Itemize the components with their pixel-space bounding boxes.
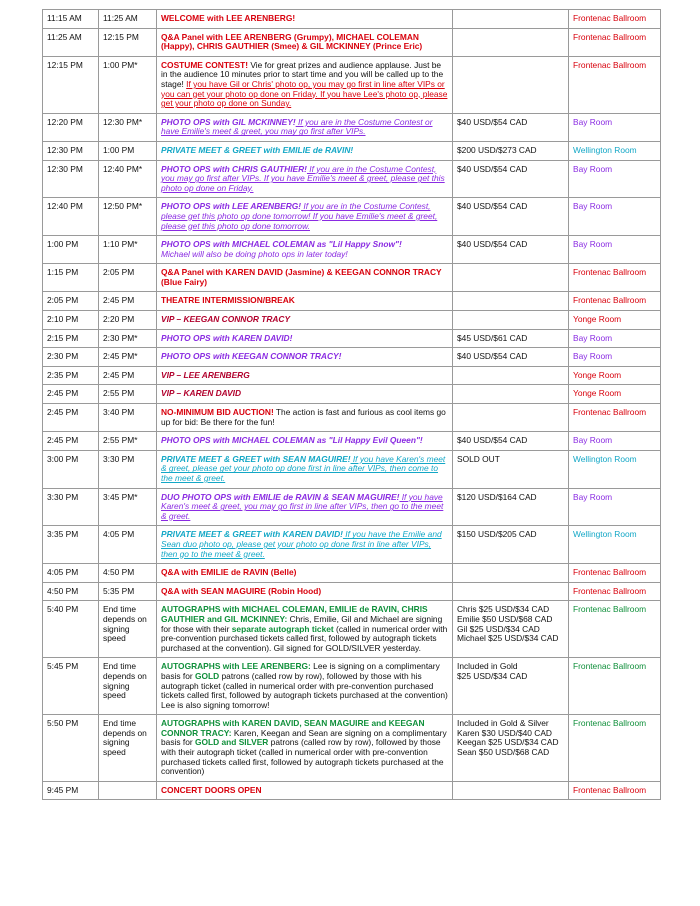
event-title: VIP – KEEGAN CONNOR TRACY bbox=[161, 314, 291, 325]
location: Frontenac Ballroom bbox=[569, 601, 661, 658]
location: Frontenac Ballroom bbox=[569, 715, 661, 782]
start-time: 2:10 PM bbox=[43, 311, 99, 330]
start-time: 12:30 PM bbox=[43, 141, 99, 160]
schedule-row bbox=[43, 366, 661, 385]
location: Bay Room bbox=[569, 329, 661, 348]
end-time: 4:50 PM bbox=[99, 564, 157, 583]
end-time: 2:55 PM* bbox=[99, 432, 157, 451]
start-time: 12:20 PM bbox=[43, 113, 99, 141]
event-description bbox=[157, 450, 453, 488]
location: Bay Room bbox=[569, 160, 661, 198]
end-time: 2:45 PM bbox=[99, 292, 157, 311]
schedule-row bbox=[43, 348, 661, 367]
price: $40 USD/$54 CAD bbox=[453, 432, 569, 451]
event-description bbox=[157, 601, 453, 658]
event-title: NO-MINIMUM BID AUCTION! bbox=[161, 407, 274, 418]
start-time: 11:25 AM bbox=[43, 28, 99, 56]
end-time: End time depends on signing speed bbox=[99, 715, 157, 782]
price: SOLD OUT bbox=[453, 450, 569, 488]
start-time: 9:45 PM bbox=[43, 781, 99, 800]
end-time: End time depends on signing speed bbox=[99, 658, 157, 715]
event-title: AUTOGRAPHS with KAREN DAVID, SEAN MAGUIRE and KEEGAN CONNOR TRACY: bbox=[161, 718, 425, 738]
event-title: Q&A Panel with LEE ARENBERG (Grumpy), MICHAEL COLEMAN (Happy), CHRIS GAUTHIER (Smee) & GIL MCKINNEY (Prince Eric) bbox=[161, 31, 423, 52]
end-time: 2:45 PM bbox=[99, 366, 157, 385]
event-description bbox=[157, 10, 453, 29]
start-time: 5:50 PM bbox=[43, 715, 99, 782]
start-time: 4:50 PM bbox=[43, 582, 99, 601]
event-title: PHOTO OPS with LEE ARENBERG! bbox=[161, 201, 302, 212]
event-description bbox=[157, 348, 453, 367]
end-time: 3:45 PM* bbox=[99, 488, 157, 526]
start-time: 2:45 PM bbox=[43, 432, 99, 451]
price bbox=[453, 28, 569, 56]
price bbox=[453, 781, 569, 800]
location: Frontenac Ballroom bbox=[569, 264, 661, 292]
schedule-row bbox=[43, 385, 661, 404]
event-description bbox=[157, 658, 453, 715]
end-time: 12:30 PM* bbox=[99, 113, 157, 141]
event-title: GOLD and SILVER bbox=[194, 737, 269, 748]
event-note: If you have the Emilie and Sean duo photo op, please get your photo op done first in line after VIPs, then go to the meet & greet. bbox=[161, 529, 442, 559]
start-time: 2:15 PM bbox=[43, 329, 99, 348]
schedule-row bbox=[43, 450, 661, 488]
schedule-row bbox=[43, 582, 661, 601]
start-time: 2:30 PM bbox=[43, 348, 99, 367]
event-description bbox=[157, 264, 453, 292]
event-title: DUO PHOTO OPS with EMILIE de RAVIN & SEAN MAGUIRE! bbox=[161, 491, 400, 502]
price: $120 USD/$164 CAD bbox=[453, 488, 569, 526]
event-description bbox=[157, 236, 453, 264]
location: Bay Room bbox=[569, 432, 661, 451]
price: $200 USD/$273 CAD bbox=[453, 141, 569, 160]
start-time: 3:00 PM bbox=[43, 450, 99, 488]
end-time: 1:00 PM bbox=[99, 141, 157, 160]
end-time: 2:30 PM* bbox=[99, 329, 157, 348]
end-time: End time depends on signing speed bbox=[99, 601, 157, 658]
end-time: 12:15 PM bbox=[99, 28, 157, 56]
event-description bbox=[157, 141, 453, 160]
event-note: patrons (called row by row), followed by those with their autograph ticket (called in numerical order with pre-convention purchased tickets called first, followed by autograph tickets purchased at the convention) bbox=[161, 737, 444, 777]
start-time: 5:40 PM bbox=[43, 601, 99, 658]
location: Frontenac Ballroom bbox=[569, 658, 661, 715]
start-time: 1:00 PM bbox=[43, 236, 99, 264]
end-time: 12:40 PM* bbox=[99, 160, 157, 198]
event-title: PHOTO OPS with GIL MCKINNEY! bbox=[161, 116, 296, 127]
location: Bay Room bbox=[569, 198, 661, 236]
location: Wellington Room bbox=[569, 141, 661, 160]
start-time: 3:30 PM bbox=[43, 488, 99, 526]
start-time: 12:40 PM bbox=[43, 198, 99, 236]
schedule-row bbox=[43, 329, 661, 348]
price: $40 USD/$54 CAD bbox=[453, 113, 569, 141]
schedule-row bbox=[43, 236, 661, 264]
price bbox=[453, 311, 569, 330]
location: Frontenac Ballroom bbox=[569, 582, 661, 601]
event-note: If you have Gil or Chris' photo op, you may go first in line after VIPs or you can get your photo op done on Friday. If you have Lee's photo op, please get your photo op done on Sunday. bbox=[161, 78, 448, 109]
event-description bbox=[157, 329, 453, 348]
end-time: 2:55 PM bbox=[99, 385, 157, 404]
schedule-row bbox=[43, 526, 661, 564]
event-title: WELCOME with LEE ARENBERG! bbox=[161, 13, 296, 23]
location: Frontenac Ballroom bbox=[569, 781, 661, 800]
schedule-table bbox=[42, 9, 661, 800]
price: $150 USD/$205 CAD bbox=[453, 526, 569, 564]
price bbox=[453, 385, 569, 404]
event-description bbox=[157, 582, 453, 601]
schedule-row bbox=[43, 564, 661, 583]
event-description bbox=[157, 292, 453, 311]
event-title: PHOTO OPS with MICHAEL COLEMAN as "Lil Happy Snow"! bbox=[161, 239, 402, 250]
end-time: 1:10 PM* bbox=[99, 236, 157, 264]
price bbox=[453, 264, 569, 292]
schedule-row bbox=[43, 141, 661, 160]
location: Frontenac Ballroom bbox=[569, 404, 661, 432]
event-description bbox=[157, 488, 453, 526]
price bbox=[453, 56, 569, 113]
schedule-row bbox=[43, 488, 661, 526]
price bbox=[453, 404, 569, 432]
event-note: If you are in the Costume Contest, please get this photo op done tomorrow! If you have Emilie's meet & greet, please get this photo op done tomorrow. bbox=[161, 201, 438, 231]
price: $40 USD/$54 CAD bbox=[453, 348, 569, 367]
start-time: 2:45 PM bbox=[43, 385, 99, 404]
location: Yonge Room bbox=[569, 366, 661, 385]
end-time: 5:35 PM bbox=[99, 582, 157, 601]
event-note: If you have Karen's meet & greet, please get your photo op done first in line after VIPs, then come to the meet & greet. bbox=[161, 453, 446, 483]
start-time: 5:45 PM bbox=[43, 658, 99, 715]
schedule-row bbox=[43, 311, 661, 330]
schedule-body bbox=[43, 10, 661, 800]
location: Bay Room bbox=[569, 113, 661, 141]
price bbox=[453, 582, 569, 601]
event-title: separate autograph ticket bbox=[231, 623, 334, 634]
event-title: Q&A with EMILIE de RAVIN (Belle) bbox=[161, 567, 297, 578]
location: Frontenac Ballroom bbox=[569, 28, 661, 56]
end-time: 12:50 PM* bbox=[99, 198, 157, 236]
price: Included in Gold $25 USD/$34 CAD bbox=[453, 658, 569, 715]
end-time bbox=[99, 781, 157, 800]
location: Bay Room bbox=[569, 488, 661, 526]
event-description bbox=[157, 385, 453, 404]
schedule-row bbox=[43, 160, 661, 198]
end-time: 3:40 PM bbox=[99, 404, 157, 432]
location: Wellington Room bbox=[569, 526, 661, 564]
start-time: 2:05 PM bbox=[43, 292, 99, 311]
location: Yonge Room bbox=[569, 385, 661, 404]
event-description bbox=[157, 311, 453, 330]
event-description bbox=[157, 160, 453, 198]
start-time: 2:45 PM bbox=[43, 404, 99, 432]
price: $40 USD/$54 CAD bbox=[453, 160, 569, 198]
event-note: Lee is signing on a complimentary basis for bbox=[161, 661, 440, 681]
end-time: 1:00 PM* bbox=[99, 56, 157, 113]
schedule-row bbox=[43, 292, 661, 311]
event-description bbox=[157, 564, 453, 583]
event-title: Q&A with SEAN MAGUIRE (Robin Hood) bbox=[161, 585, 322, 596]
schedule-row bbox=[43, 28, 661, 56]
event-title: PHOTO OPS with KAREN DAVID! bbox=[161, 332, 293, 343]
event-description bbox=[157, 28, 453, 56]
schedule-row bbox=[43, 113, 661, 141]
event-title: AUTOGRAPHS with LEE ARENBERG: bbox=[161, 661, 311, 672]
event-title: THEATRE INTERMISSION/BREAK bbox=[161, 295, 295, 306]
start-time: 4:05 PM bbox=[43, 564, 99, 583]
start-time: 12:30 PM bbox=[43, 160, 99, 198]
event-description bbox=[157, 198, 453, 236]
event-title: GOLD bbox=[194, 670, 220, 681]
event-description bbox=[157, 366, 453, 385]
price: $40 USD/$54 CAD bbox=[453, 236, 569, 264]
event-description bbox=[157, 526, 453, 564]
schedule-row bbox=[43, 432, 661, 451]
schedule-row bbox=[43, 781, 661, 800]
price: $45 USD/$61 CAD bbox=[453, 329, 569, 348]
event-title: VIP – KAREN DAVID bbox=[161, 388, 242, 399]
price bbox=[453, 10, 569, 29]
event-description bbox=[157, 715, 453, 782]
event-note: Karen, Keegan and Sean are signing on a complimentary basis for bbox=[161, 727, 447, 748]
event-title: Q&A Panel with KAREN DAVID (Jasmine) & KEEGAN CONNOR TRACY (Blue Fairy) bbox=[161, 267, 442, 287]
event-note: The action is fast and furious as cool items go up for bid: Be there for the fun! bbox=[161, 407, 446, 427]
location: Wellington Room bbox=[569, 450, 661, 488]
price bbox=[453, 564, 569, 583]
start-time: 3:35 PM bbox=[43, 526, 99, 564]
event-title: AUTOGRAPHS with MICHAEL COLEMAN, EMILIE de RAVIN, CHRIS GAUTHIER and GIL MCKINNEY: bbox=[161, 604, 428, 624]
event-description bbox=[157, 781, 453, 800]
price bbox=[453, 292, 569, 311]
schedule-row bbox=[43, 56, 661, 113]
start-time: 2:35 PM bbox=[43, 366, 99, 385]
location: Bay Room bbox=[569, 348, 661, 367]
event-note: Michael will also be doing photo ops in later today! bbox=[161, 248, 348, 259]
event-description bbox=[157, 404, 453, 432]
event-description bbox=[157, 113, 453, 141]
event-title: VIP – LEE ARENBERG bbox=[161, 369, 250, 380]
price: Included in Gold & Silver Karen $30 USD/$40 CAD Keegan $25 USD/$34 CAD Sean $50 USD/$68 CAD bbox=[453, 715, 569, 782]
price: $40 USD/$54 CAD bbox=[453, 198, 569, 236]
start-time: 1:15 PM bbox=[43, 264, 99, 292]
start-time: 12:15 PM bbox=[43, 56, 99, 113]
start-time: 11:15 AM bbox=[43, 10, 99, 29]
schedule-row bbox=[43, 264, 661, 292]
location: Frontenac Ballroom bbox=[569, 10, 661, 29]
event-description bbox=[157, 56, 453, 113]
schedule-row bbox=[43, 10, 661, 29]
end-time: 2:45 PM* bbox=[99, 348, 157, 367]
price bbox=[453, 366, 569, 385]
schedule-row bbox=[43, 404, 661, 432]
schedule-row bbox=[43, 658, 661, 715]
end-time: 4:05 PM bbox=[99, 526, 157, 564]
event-title: PRIVATE MEET & GREET with KAREN DAVID! bbox=[161, 529, 343, 540]
location: Frontenac Ballroom bbox=[569, 56, 661, 113]
event-title: PHOTO OPS with KEEGAN CONNOR TRACY! bbox=[161, 351, 342, 362]
event-title: PRIVATE MEET & GREET with EMILIE de RAVIN! bbox=[161, 144, 354, 155]
location: Bay Room bbox=[569, 236, 661, 264]
event-note: patrons (called row by row), followed by those with his autograph ticket (called in numerical order with pre-convention purchased tickets called first, followed by autograph tickets purchased at the convention) Lee is also signing tomorrow! bbox=[161, 670, 448, 710]
event-title: PHOTO OPS with CHRIS GAUTHIER! bbox=[161, 163, 307, 174]
event-title: PHOTO OPS with MICHAEL COLEMAN as "Lil Happy Evil Queen"! bbox=[161, 435, 423, 446]
event-note: Chris, Emilie, Gil and Michael are signing for those with their bbox=[161, 613, 443, 634]
end-time: 2:05 PM bbox=[99, 264, 157, 292]
event-title: CONCERT DOORS OPEN bbox=[161, 784, 262, 795]
event-title: COSTUME CONTEST! bbox=[161, 59, 249, 70]
event-note: If you are in the Costume Contest, you may go first after VIPs. If you have Emilie's meet & greet, please get this photo op done on Friday. bbox=[161, 163, 445, 193]
location: Frontenac Ballroom bbox=[569, 292, 661, 311]
event-note: Vie for great prizes and audience applause. Just be in the audience 10 minutes prior to start time and you will be called up to the stage! bbox=[161, 59, 444, 89]
schedule-row bbox=[43, 715, 661, 782]
event-title: PRIVATE MEET & GREET with SEAN MAGUIRE! bbox=[161, 453, 351, 464]
price: Chris $25 USD/$34 CAD Emilie $50 USD/$68 CAD Gil $25 USD/$34 CAD Michael $25 USD/$34 CAD bbox=[453, 601, 569, 658]
location: Yonge Room bbox=[569, 311, 661, 330]
event-note: (called in numerical order with pre-convention purchased tickets called first, followed by autograph tickets purchased at the convention). Gil signed for GOLD/SILVER yesterday. bbox=[161, 623, 448, 653]
end-time: 3:30 PM bbox=[99, 450, 157, 488]
end-time: 11:25 AM bbox=[99, 10, 157, 29]
schedule-row bbox=[43, 198, 661, 236]
event-note: If you have Karen's meet & greet, you may go first in line after VIPs, then go to the meet & greet. bbox=[161, 491, 444, 521]
end-time: 2:20 PM bbox=[99, 311, 157, 330]
event-note: If you are in the Costume Contest or have Emilie's meet & greet, you may go first after VIPs. bbox=[161, 116, 433, 137]
event-description bbox=[157, 432, 453, 451]
location: Frontenac Ballroom bbox=[569, 564, 661, 583]
schedule-row bbox=[43, 601, 661, 658]
